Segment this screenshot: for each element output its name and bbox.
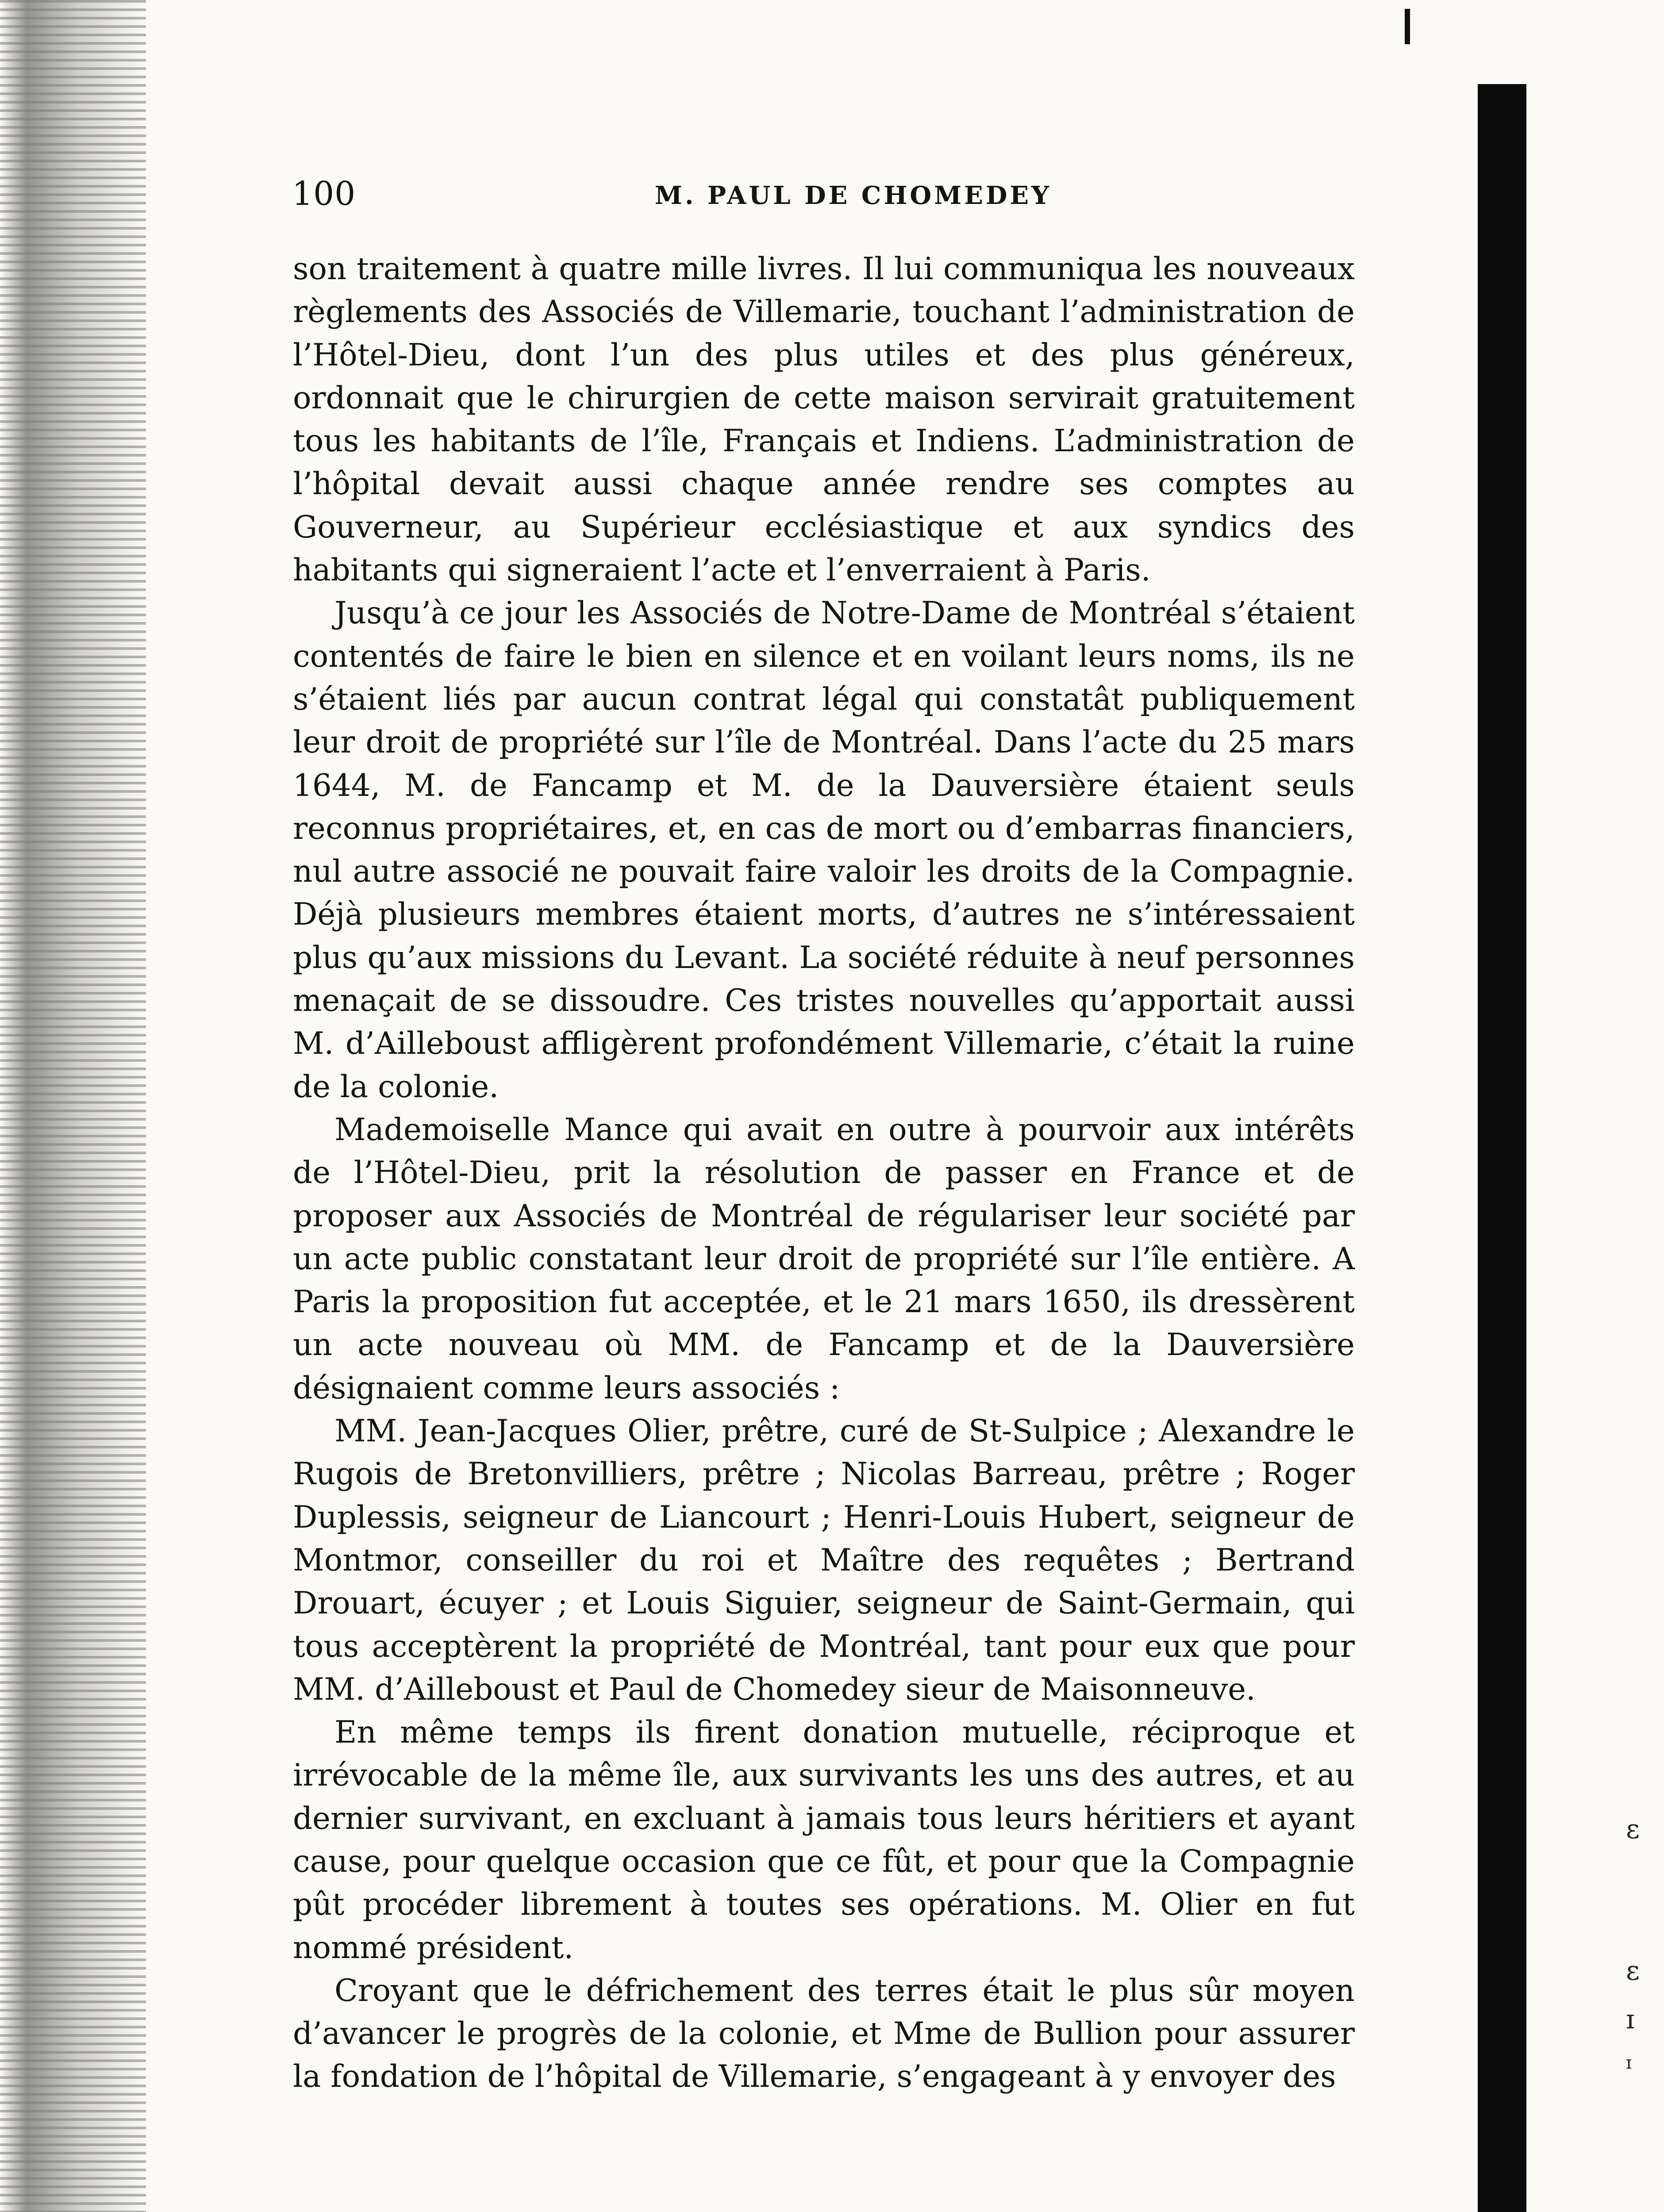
body-text	[293, 248, 1355, 2099]
paragraph: En même temps ils firent donation mutuelle, réciproque et irrévocable de la même île, aux survivants les uns des autres, et au dernier survivant, en excluant à jamais tous leurs héritiers et ayant cause, pour quelque occasion que ce fût, et pour que la Compagnie pût procéder librement à toutes ses opérations. M. Olier en fut nommé président.	[293, 1715, 1355, 1966]
paragraph: MM. Jean-Jacques Olier, prêtre, curé de St-Sulpice ; Alexandre le Rugois de Bretonvilliers, prêtre ; Nicolas Barreau, prêtre ; Roger Duplessis, seigneur de Liancourt ; Henri-Louis Hubert, seigneur de Montmor, conseiller du roi et Maître des requêtes ; Bertrand Drouart, écuyer ; et Louis Siguier, seigneur de Saint-Germain, qui tous acceptèrent la propriété de Montréal, tant pour eux que pour MM. d’Ailleboust et Paul de Chomedey sieur de Maisonneuve.	[293, 1413, 1355, 1707]
running-head: M. PAUL DE CHOMEDEY	[655, 181, 1052, 210]
scan-binding-shadow	[0, 0, 146, 2212]
scan-page-edge-bar	[1478, 84, 1526, 2212]
paragraph: Mademoiselle Mance qui avait en outre à pourvoir aux intérêts de l’Hôtel-Dieu, prit la résolution de passer en France et de proposer aux Associés de Montréal de régulariser leur société par un acte public constatant leur droit de propriété sur l’île entière. A Paris la proposition fut acceptée, et le 21 mars 1650, ils dressèrent un acte nouveau où MM. de Fancamp et de la Dauversière désignaient comme leurs associés :	[293, 1112, 1355, 1406]
margin-mark: ɛ	[1626, 1955, 1640, 1986]
paragraph: son traitement à quatre mille livres. Il lui communiqua les nouveaux règlements des Associés de Villemarie, touchant l’administration de l’Hôtel-Dieu, dont l’un des plus utiles et des plus généreux, ordonnait que le chirurgien de cette maison servirait gratuitement tous les habitants de l’île, Français et Indiens. L’administration de l’hôpital devait aussi chaque année rendre ses comptes au Gouverneur, au Supérieur ecclésiastique et aux syndics des habitants qui signeraient l’acte et l’enverraient à Paris.	[293, 251, 1355, 588]
margin-mark: ɪ	[1626, 2053, 1632, 2073]
page-number: 100	[292, 175, 356, 213]
page-header	[292, 175, 1372, 215]
paragraph: Croyant que le défrichement des terres était le plus sûr moyen d’avancer le progrès de la colonie, et Mme de Bullion pour assurer la fondation de l’hôpital de Villemarie, s’engageant à y envoyer des	[293, 1973, 1355, 2095]
scan-edge-mark	[1405, 9, 1410, 44]
margin-mark: ɛ	[1626, 1814, 1640, 1845]
margin-mark: ɪ	[1626, 2004, 1635, 2035]
paragraph: Jusqu’à ce jour les Associés de Notre-Dame de Montréal s’étaient contentés de faire le bien en silence et en voilant leurs noms, ils ne s’étaient liés par aucun contrat légal qui constatât publiquement leur droit de propriété sur l’île de Montréal. Dans l’acte du 25 mars 1644, M. de Fancamp et M. de la Dauversière étaient seuls reconnus propriétaires, et, en cas de mort ou d’embarras financiers, nul autre associé ne pouvait faire valoir les droits de la Compagnie. Déjà plusieurs membres étaient morts, d’autres ne s’intéressaient plus qu’aux missions du Levant. La société réduite à neuf personnes menaçait de se dissoudre. Ces tristes nouvelles qu’apportait aussi M. d’Ailleboust affligèrent profondément Villemarie, c’était la ruine de la colonie.	[293, 595, 1355, 1105]
